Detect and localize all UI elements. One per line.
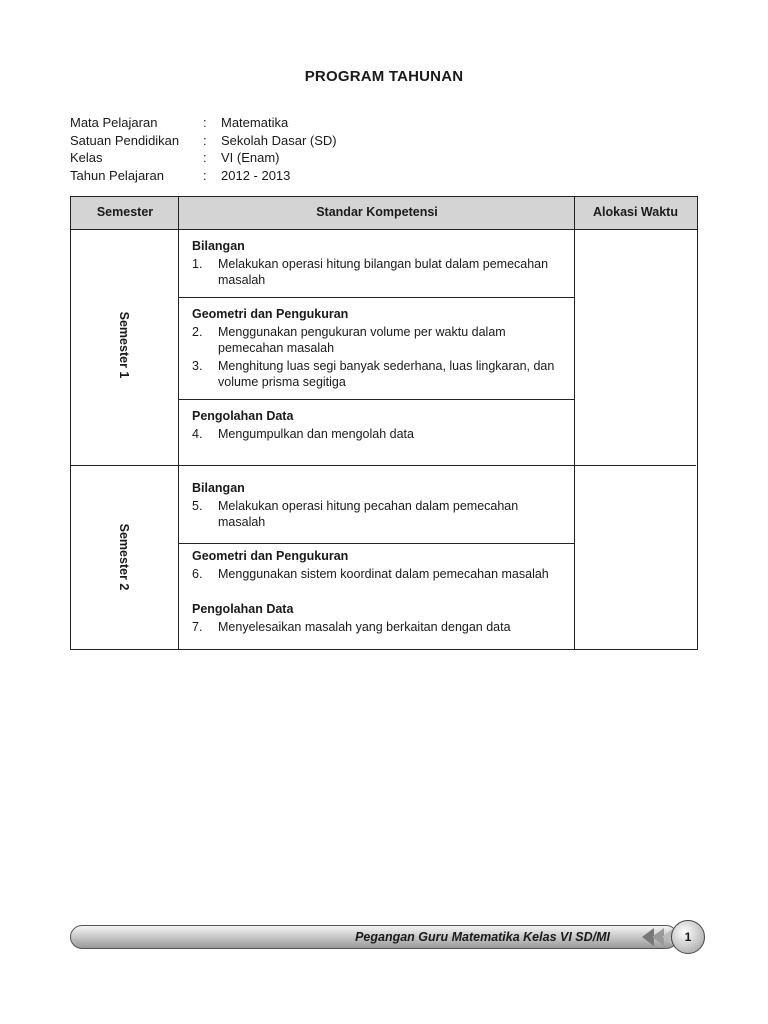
page-number: 1 [671,920,705,954]
header-standar-kompetensi: Standar Kompetensi [316,205,438,219]
competency-group [192,407,567,442]
meta-colon: : [203,167,207,183]
item-number: 2. [192,325,203,339]
competency-group [192,305,567,390]
item-text: Menyelesaikan masalah yang berkaitan dengan data [218,620,511,634]
category-title: Pengolahan Data [192,602,294,616]
footer-book-title: Pegangan Guru Matematika Kelas VI SD/MI [355,930,610,944]
meta-colon: : [203,115,207,130]
competency-group [192,237,567,288]
header-alokasi-waktu: Alokasi Waktu [593,205,678,219]
competency-item [192,619,567,635]
category-title: Geometri dan Pengukuran [192,307,349,321]
group-divider [178,297,575,298]
meta-value: VI (Enam) [221,150,280,165]
semester-2-label: Semester 2 [117,523,131,591]
item-number: 3. [192,359,203,373]
category-title: Bilangan [192,239,245,253]
competency-group [192,600,567,635]
meta-label: Mata Pelajaran [70,115,158,130]
header-semester: Semester [96,205,154,219]
group-divider [178,543,575,544]
item-text: Menghitung luas segi banyak sederhana, luas lingkaran, dan volume prisma segitiga [218,359,555,389]
item-number: 4. [192,427,203,441]
group-divider [178,399,575,400]
competency-item [192,498,567,530]
competency-item [192,426,567,442]
item-text: Mengumpulkan dan mengolah data [218,427,414,441]
category-title: Pengolahan Data [192,409,294,423]
page-title: PROGRAM TAHUNAN [304,68,464,85]
column-divider [178,197,179,649]
category-title: Bilangan [192,481,245,495]
item-text: Melakukan operasi hitung bilangan bulat dalam pemecahan masalah [218,257,549,287]
semester-1-label: Semester 1 [117,311,131,379]
competency-item [192,358,567,390]
meta-label: Tahun Pelajaran [70,167,164,183]
item-number: 6. [192,567,203,581]
meta-colon: : [203,150,207,165]
program-table [70,196,698,650]
meta-row-school [70,132,470,150]
meta-label: Satuan Pendidikan [70,132,180,148]
item-text: Menggunakan sistem koordinat dalam pemecahan masalah [218,567,549,581]
document-metadata [70,114,470,184]
item-number: 7. [192,620,203,634]
meta-value: 2012 - 2013 [221,167,291,183]
competency-item [192,324,567,356]
meta-value: Matematika [221,115,289,130]
table-header-row [71,197,697,230]
semester-divider [71,465,696,466]
competency-group [192,479,567,530]
meta-row-subject [70,114,470,132]
item-text: Menggunakan pengukuran volume per waktu dalam pemecahan masalah [218,325,506,355]
competency-item [192,566,567,582]
category-title: Geometri dan Pengukuran [192,549,349,563]
meta-row-class [70,149,470,167]
competency-group [192,547,567,582]
meta-row-year [70,167,470,185]
competency-item [192,256,567,288]
item-number: 1. [192,257,203,271]
column-divider [574,197,575,649]
meta-label: Kelas [70,150,103,165]
item-text: Melakukan operasi hitung pecahan dalam pemecahan masalah [218,499,519,529]
meta-colon: : [203,132,207,148]
meta-value: Sekolah Dasar (SD) [221,132,337,148]
item-number: 5. [192,499,203,513]
